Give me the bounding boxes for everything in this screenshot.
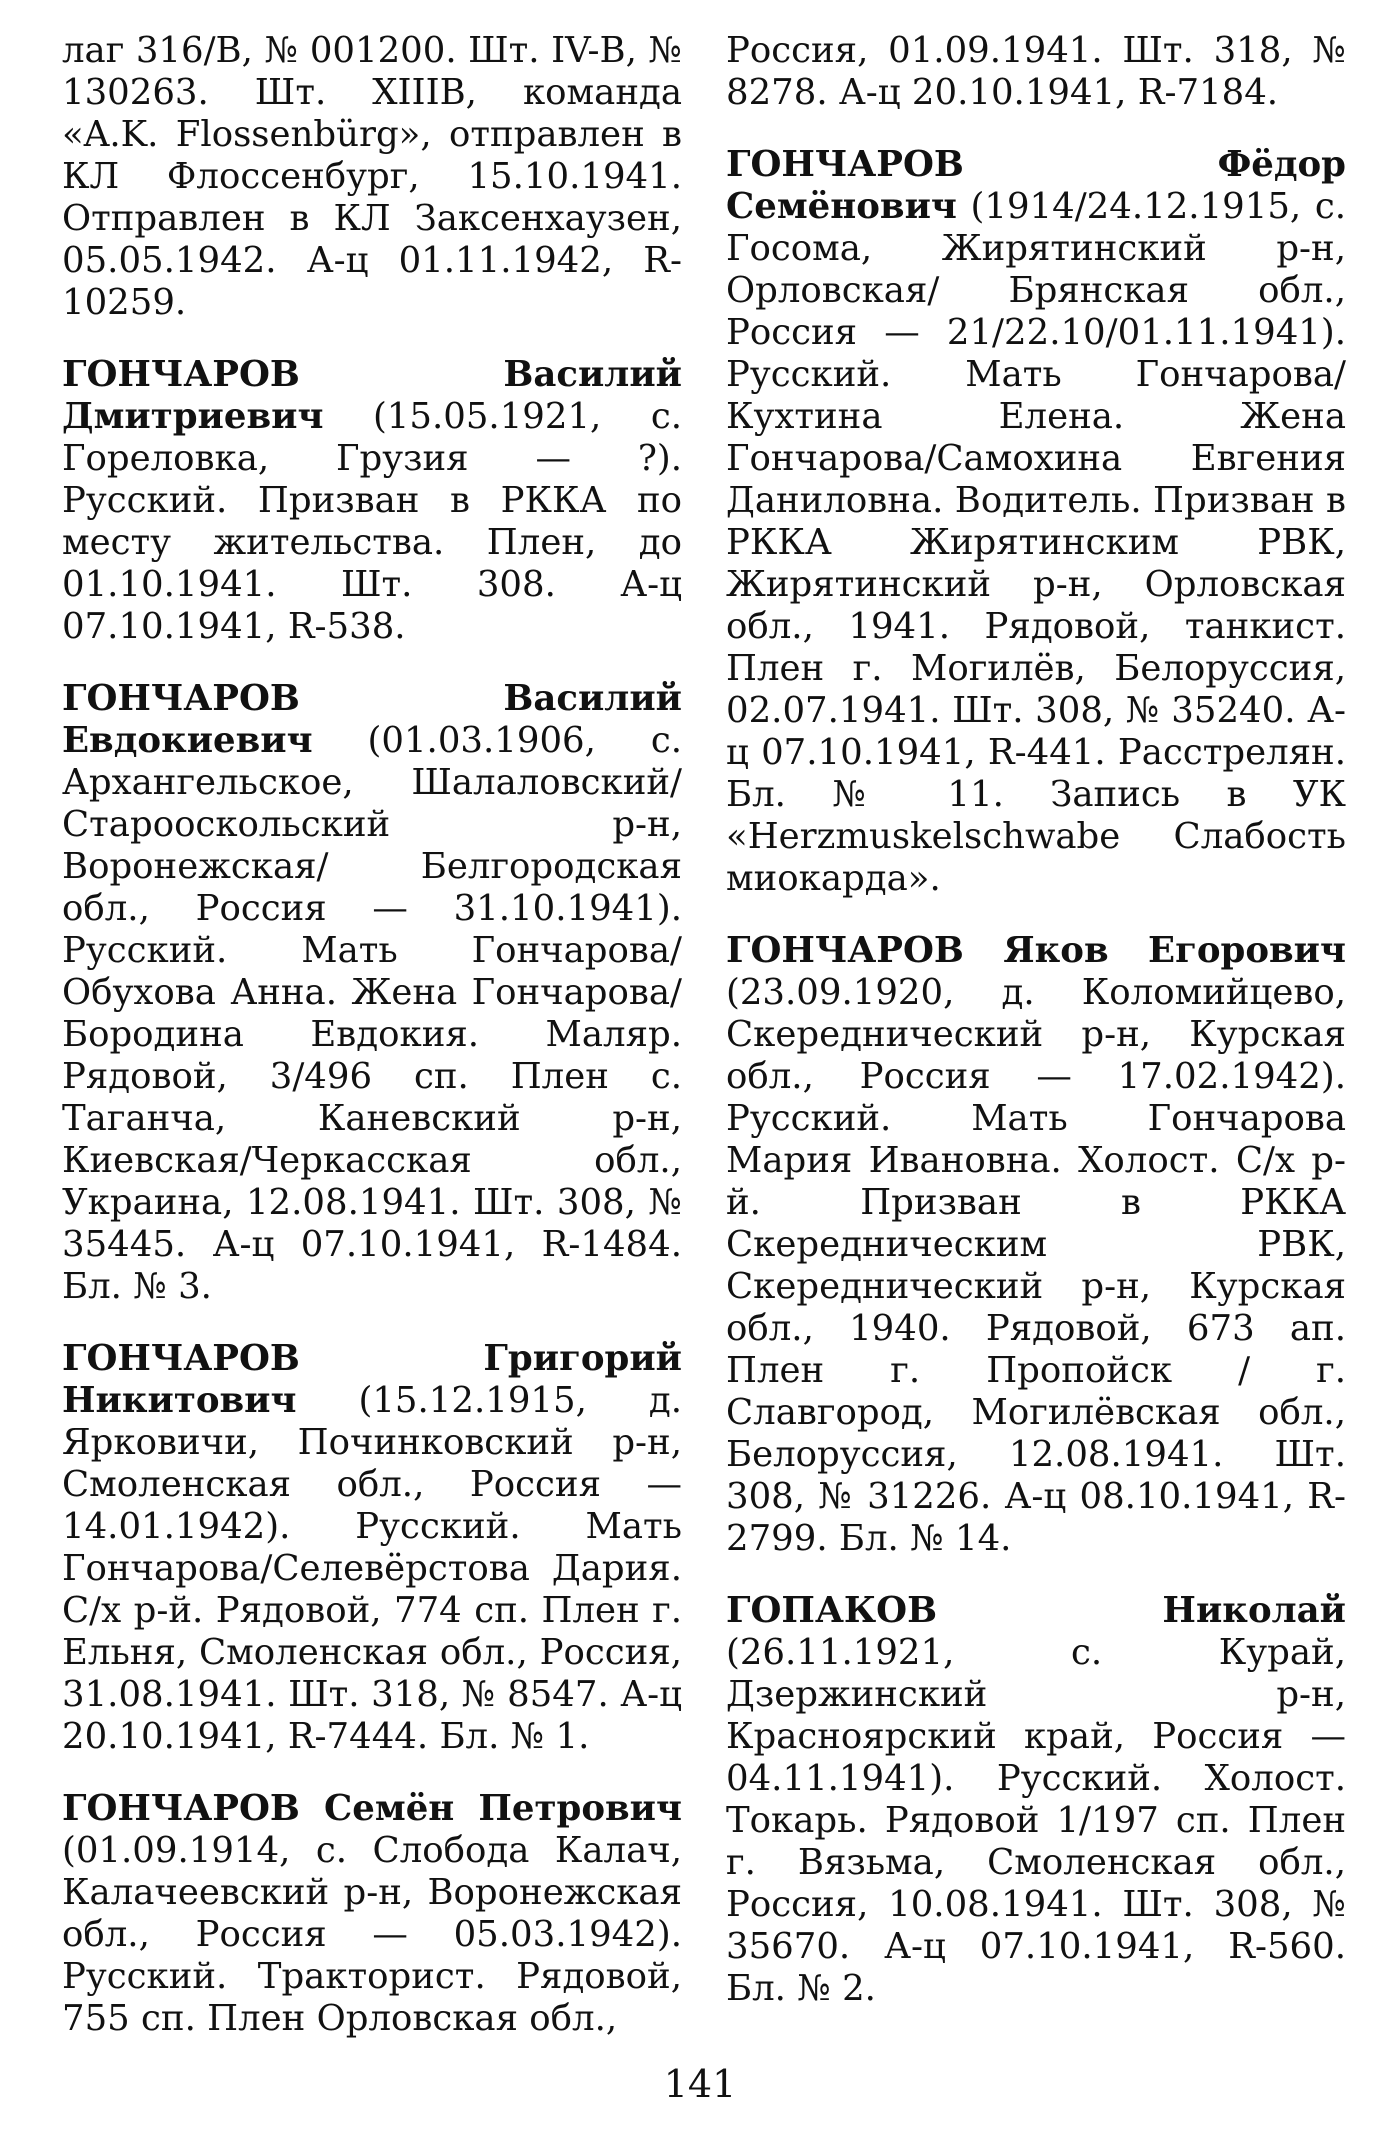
entry-goncharov-grigory-nikitovich <box>62 1338 682 1758</box>
entry-name: ГОНЧАРОВ Яков Егорович <box>726 930 1346 971</box>
entry-text: (15.05.1921, с. Гореловка, Грузия — ?). Русский. Призван в РККА по месту жительства. Плен, до 01.10.1941. Шт. 308. А-ц 07.10.1941, R-538. <box>62 396 682 647</box>
right-column <box>726 30 1346 2040</box>
entry-continuation <box>726 30 1346 114</box>
entry-text: (1914/24.12.1915, с. Госома, Жирятинский р-н, Орловская/ Брянская обл., Россия — 21/22.10/01.11.1941). Русский. Мать Гончарова/Кухтина Елена. Жена Гончарова/Самохина Евгения Даниловна. Водитель. Призван в РККА Жирятинским РВК, Жирятинский р-н, Орловская обл., 1941. Рядовой, танкист. Плен г. Могилёв, Белоруссия, 02.07.1941. Шт. 308, № 35240. А-ц 07.10.1941, R-441. Расстрелян. Бл. № 11. Запись в УК «Herzmuskelschwabe Слабость миокарда». <box>726 186 1346 899</box>
entry-text: (01.03.1906, с. Архангельское, Шалаловский/ Старооскольский р-н, Воронежская/ Белгородская обл., Россия — 31.10.1941). Русский. Мать Гончарова/Обухова Анна. Жена Гончарова/Бородина Евдокия. Маляр. Рядовой, 3/496 сп. Плен с. Таганча, Каневский р-н, Киевская/Черкасская обл., Украина, 12.08.1941. Шт. 308, № 35445. А-ц 07.10.1941, R-1484. Бл. № 3. <box>62 720 682 1307</box>
entry-goncharov-yakov-egorovich <box>726 930 1346 1560</box>
entry-name: ГОНЧАРОВ Василий Дмитриевич <box>62 354 682 437</box>
entry-text: (26.11.1921, с. Курай, Дзержинский р-н, Красноярский край, Россия — 04.11.1941). Русский. Холост. Токарь. Рядовой 1/197 сп. Плен г. Вязьма, Смоленская обл., Россия, 10.08.1941. Шт. 308, № 35670. А-ц 07.10.1941, R-560. Бл. № 2. <box>726 1632 1346 2009</box>
entry-continuation <box>62 30 682 324</box>
entry-name: ГОПАКОВ Николай <box>726 1590 1346 1631</box>
entry-name: ГОНЧАРОВ Василий Евдокиевич <box>62 678 682 761</box>
entry-name: ГОНЧАРОВ Семён Петрович <box>62 1788 682 1829</box>
entry-name: ГОНЧАРОВ Григорий Никитович <box>62 1338 682 1421</box>
entry-goncharov-fyodor-semyonovich <box>726 144 1346 900</box>
entry-text: лаг 316/B, № 001200. Шт. IV-B, № 130263. Шт. XIIIB, команда «A.K. Flossenbürg», отправлен в КЛ Флоссенбург, 15.10.1941. Отправлен в КЛ Заксенхаузен, 05.05.1942. А-ц 01.11.1942, R-10259. <box>62 30 682 323</box>
entry-goncharov-vasily-evdokievich <box>62 678 682 1308</box>
entry-name: ГОНЧАРОВ Фёдор Семёнович <box>726 144 1346 227</box>
entry-text: (01.09.1914, с. Слобода Калач, Калачеевский р-н, Воронежская обл., Россия — 05.03.1942). Русский. Тракторист. Рядовой, 755 сп. Плен Орловская обл., <box>62 1830 682 2039</box>
page-number: 141 <box>663 2062 737 2106</box>
entry-text: Россия, 01.09.1941. Шт. 318, № 8278. А-ц 20.10.1941, R-7184. <box>726 30 1346 113</box>
left-column <box>62 30 682 2070</box>
entry-goncharov-vasily-dmitrievich <box>62 354 682 648</box>
entry-gopakov-nikolay <box>726 1590 1346 2010</box>
entry-goncharov-semyon-petrovich <box>62 1788 682 2040</box>
entry-text: (15.12.1915, д. Ярковичи, Починковский р-н, Смоленская обл., Россия — 14.01.1942). Русский. Мать Гончарова/Селевёрстова Дария. С/х р-й. Рядовой, 774 сп. Плен г. Ельня, Смоленская обл., Россия, 31.08.1941. Шт. 318, № 8547. А-ц 20.10.1941, R-7444. Бл. № 1. <box>62 1380 682 1757</box>
entry-text: (23.09.1920, д. Коломийцево, Скереднический р-н, Курская обл., Россия — 17.02.1942). Русский. Мать Гончарова Мария Ивановна. Холост. С/х р-й. Призван в РККА Скередническим РВК, Скереднический р-н, Курская обл., 1940. Рядовой, 673 ап. Плен г. Пропойск / г. Славгород, Могилёвская обл., Белоруссия, 12.08.1941. Шт. 308, № 31226. А-ц 08.10.1941, R-2799. Бл. № 14. <box>726 972 1346 1559</box>
